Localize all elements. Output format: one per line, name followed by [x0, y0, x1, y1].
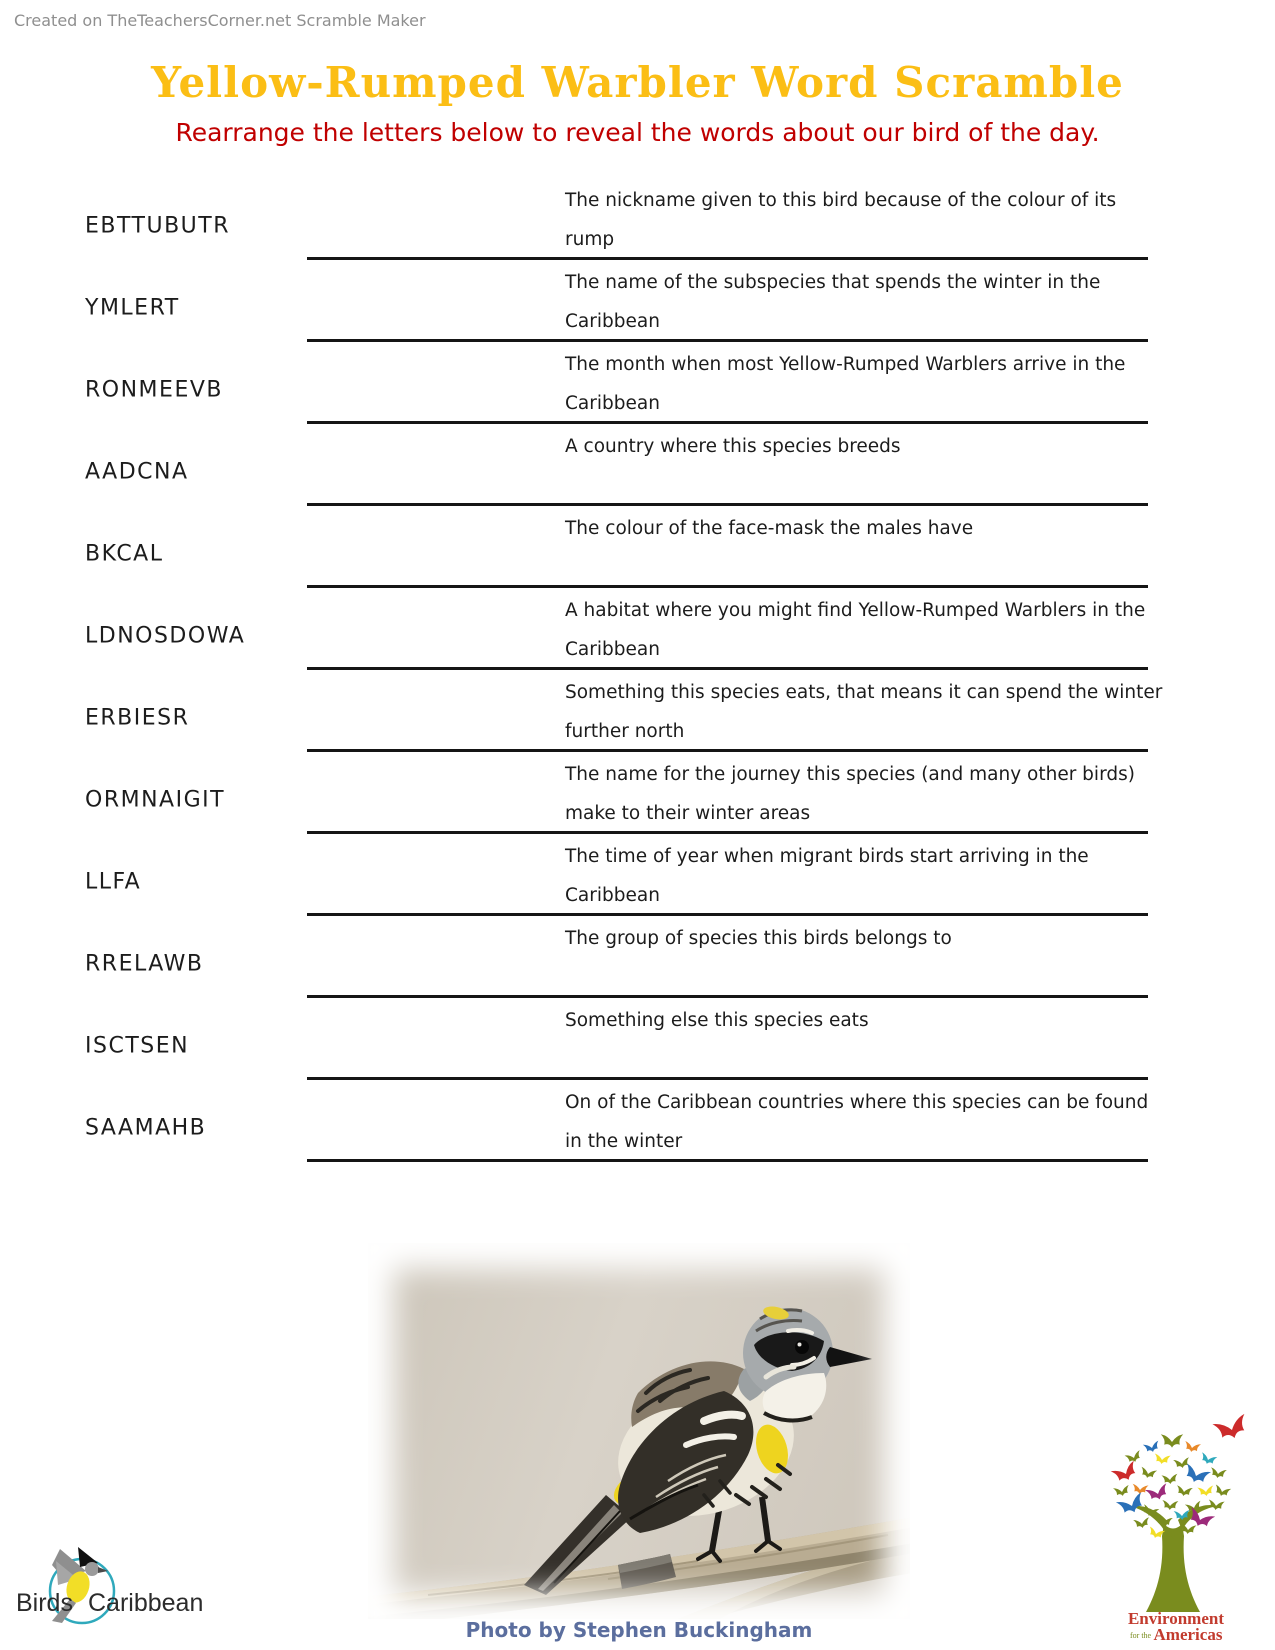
answer-line [307, 670, 1163, 752]
bc-text-birds: Birds [16, 1589, 73, 1617]
efta-flying-bird [1212, 1414, 1250, 1443]
scramble-row [0, 260, 1275, 342]
efta-text-for-the: for the [1130, 1631, 1152, 1640]
clue-text: A habitat where you might find Yellow-Rumped Warblers in the Caribbean [565, 600, 1146, 660]
answer-line [307, 506, 1148, 588]
clue-text: The name of the subspecies that spends the winter in the Caribbean [565, 272, 1101, 332]
scramble-row [0, 834, 1275, 916]
scramble-row [0, 670, 1275, 752]
scrambled-word: LLFA [85, 869, 142, 895]
clue-text: The name for the journey this species (and many other birds) make to their winter areas [565, 764, 1135, 824]
efta-text-environment: Environment [1127, 1609, 1225, 1628]
created-on-note: Created on TheTeachersCorner.net Scramble Maker [14, 11, 426, 30]
scramble-row [0, 506, 1275, 588]
scrambled-word: LDNOSDOWA [85, 623, 246, 649]
scramble-row [0, 424, 1275, 506]
scrambled-word: RONMEEVB [85, 377, 223, 403]
answer-line [307, 998, 1148, 1080]
scrambled-word: YMLERT [85, 295, 180, 321]
scramble-row [0, 916, 1275, 998]
scrambled-word: ISCTSEN [85, 1033, 190, 1059]
scramble-row [0, 342, 1275, 424]
clue-text: The colour of the face-mask the males have [565, 518, 974, 539]
answer-line [307, 178, 1148, 260]
scrambled-word: RRELAWB [85, 951, 204, 977]
scrambled-word: BKCAL [85, 541, 164, 567]
clue-text: The nickname given to this bird because of the colour of its rump [565, 190, 1117, 250]
scramble-row [0, 178, 1275, 260]
scrambled-word: AADCNA [85, 459, 189, 485]
birds-caribbean-logo [16, 1545, 216, 1631]
clue-text: A country where this species breeds [565, 436, 901, 457]
answer-line [307, 342, 1148, 424]
efta-bird-canopy [1111, 1434, 1232, 1540]
clue-text: The time of year when migrant birds start arriving in the Caribbean [565, 846, 1089, 906]
page-subtitle: Rearrange the letters below to reveal the words about our bird of the day. [175, 118, 1100, 147]
scramble-rows [0, 178, 1275, 1162]
clue-text: Something else this species eats [565, 1010, 869, 1031]
page-title: Yellow-Rumped Warbler Word Scramble [151, 58, 1124, 107]
scrambled-word: ERBIESR [85, 705, 190, 731]
efta-text-americas: Americas [1153, 1625, 1223, 1643]
efta-logo [1100, 1408, 1250, 1643]
answer-line [307, 588, 1148, 670]
scramble-row [0, 998, 1275, 1080]
answer-line [307, 1080, 1148, 1162]
clue-text: The group of species this birds belongs to [565, 928, 952, 949]
warbler-photo-graphic [368, 1243, 910, 1619]
scramble-row [0, 752, 1275, 834]
answer-line [307, 752, 1148, 834]
clue-text: On of the Caribbean countries where this species can be found in the winter [565, 1092, 1149, 1152]
clue-text: The month when most Yellow-Rumped Warblers arrive in the Caribbean [565, 354, 1126, 414]
scramble-row [0, 588, 1275, 670]
scrambled-word: EBTTUBUTR [85, 213, 231, 239]
clue-text: Something this species eats, that means it can spend the winter further north [565, 682, 1163, 742]
bc-text-caribbean: Caribbean [88, 1589, 204, 1617]
scramble-row [0, 1080, 1275, 1162]
answer-line [307, 424, 1148, 506]
answer-line [307, 834, 1148, 916]
bird-photo [368, 1243, 910, 1619]
answer-line [307, 260, 1148, 342]
answer-line [307, 916, 1148, 998]
scrambled-word: ORMNAIGIT [85, 787, 226, 813]
photo-credit: Photo by Stephen Buckingham [465, 1618, 813, 1642]
scrambled-word: SAAMAHB [85, 1115, 207, 1141]
